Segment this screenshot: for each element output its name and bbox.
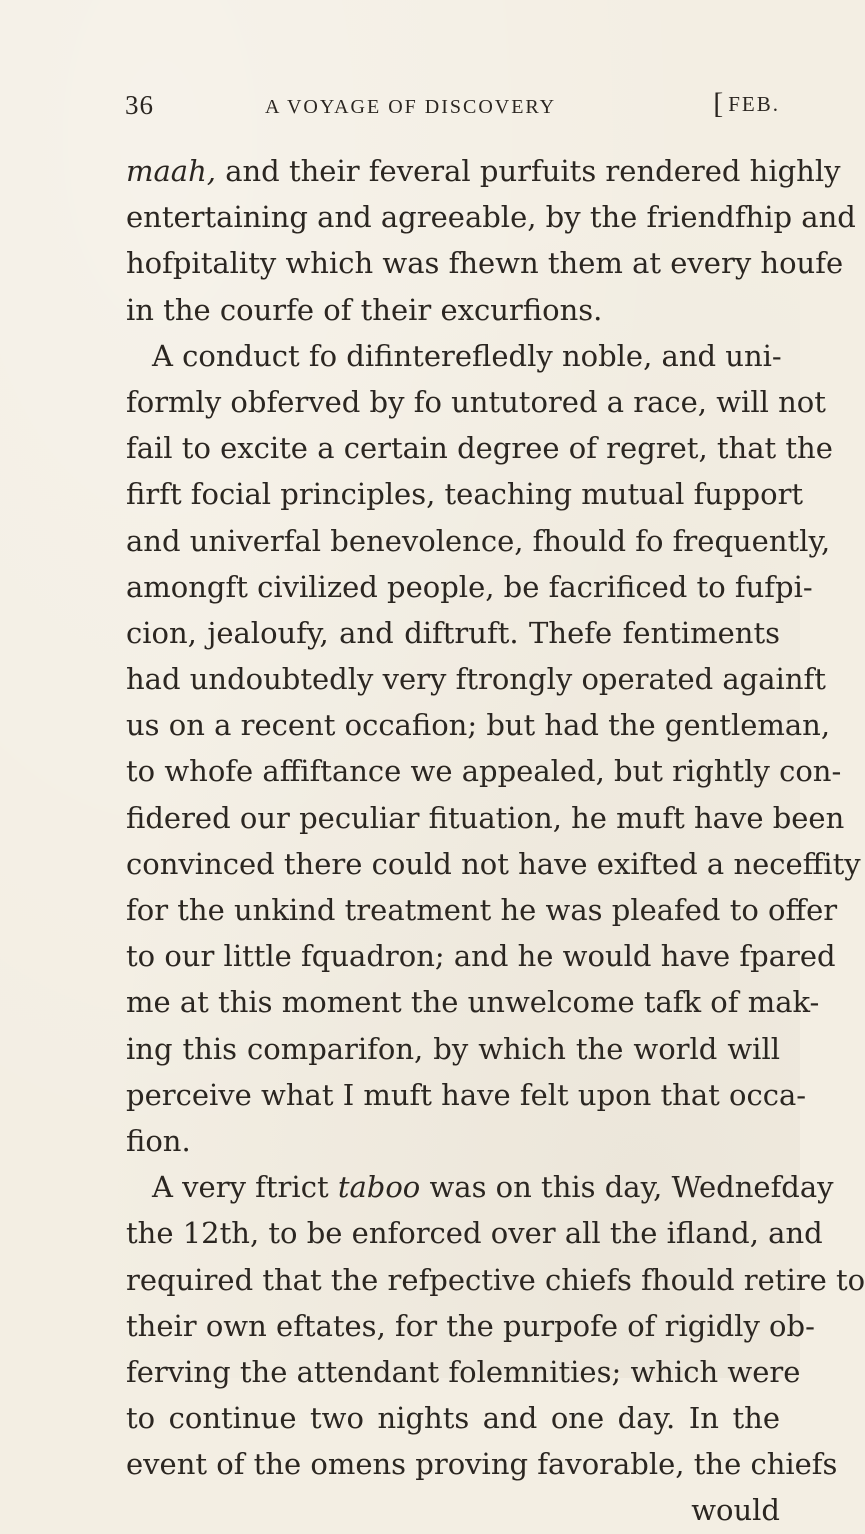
running-head: A VOYAGE OF DISCOVERY [265, 96, 557, 118]
text-line: amongft civilized people, be facrificed to fufpi- [126, 569, 813, 604]
catchword: would [691, 1493, 780, 1528]
italic-word: maah, [126, 154, 216, 188]
text-line: ferving the attendant folemnities; which were [126, 1354, 801, 1389]
italic-word: taboo [337, 1170, 421, 1205]
bracket-glyph: [ [713, 87, 726, 120]
line-text: was on this day, Wednefday [420, 1170, 834, 1205]
text-line: fion. [126, 1123, 191, 1158]
text-line: hofpitality which was fhewn them at every houfe [126, 246, 844, 281]
line-text: and their feveral purfuits rendered highly [215, 154, 841, 188]
text-line: their own eftates, for the purpofe of rigidly ob- [126, 1308, 815, 1343]
text-line: cion, jealoufy, and diftruft. Thefe fentiments [126, 615, 780, 650]
text-line: for the unkind treatment he was pleafed to offer [126, 893, 838, 927]
text-line: convinced there could not have exifted a neceffity [126, 846, 861, 881]
text-line: required that the refpective chiefs fhould retire to [126, 1262, 865, 1297]
text-line [126, 148, 841, 194]
text-line: ing this comparifon, by which the world will [126, 1031, 780, 1066]
text-line: fidered our peculiar fituation, he muft have been [126, 800, 845, 835]
month-marker [713, 87, 780, 120]
text-line: the 12th, to be enforced over all the ifland, and [126, 1216, 823, 1251]
text-line [126, 1164, 834, 1210]
text-line: to continue two nights and one day. In the [126, 1401, 780, 1436]
text-line: formly obferved by fo untutored a race, will not [126, 384, 826, 419]
month-label: FEB. [728, 92, 780, 116]
text-line: in the courfe of their excurfions. [126, 292, 603, 327]
page-header [125, 87, 780, 130]
text-line: fail to excite a certain degree of regret, that the [126, 431, 833, 466]
text-line: perceive what I muft have felt upon that occa- [126, 1077, 807, 1112]
text-line: had undoubtedly very ftrongly operated againft [126, 662, 826, 697]
text-line: to whofe affiftance we appealed, but rightly con- [126, 754, 842, 789]
text-line: to our little fquadron; and he would have fpared [126, 939, 836, 974]
body-text [126, 148, 865, 1534]
text-line: and univerfal benevolence, fhould fo frequently, [126, 523, 831, 558]
text-line: firft focial principles, teaching mutual fupport [126, 477, 804, 512]
text-line: A conduct fo difinterefledly noble, and uni- [152, 338, 782, 373]
text-line: us on a recent occafion; but had the gentleman, [126, 708, 831, 743]
text-line: me at this moment the unwelcome tafk of mak- [126, 985, 820, 1020]
line-text: A very ftrict [152, 1170, 338, 1205]
page-number: 36 [125, 90, 154, 120]
text-line: event of the omens proving favorable, the chiefs [126, 1447, 838, 1482]
text-line: entertaining and agreeable, by the friendfhip and [126, 200, 856, 235]
